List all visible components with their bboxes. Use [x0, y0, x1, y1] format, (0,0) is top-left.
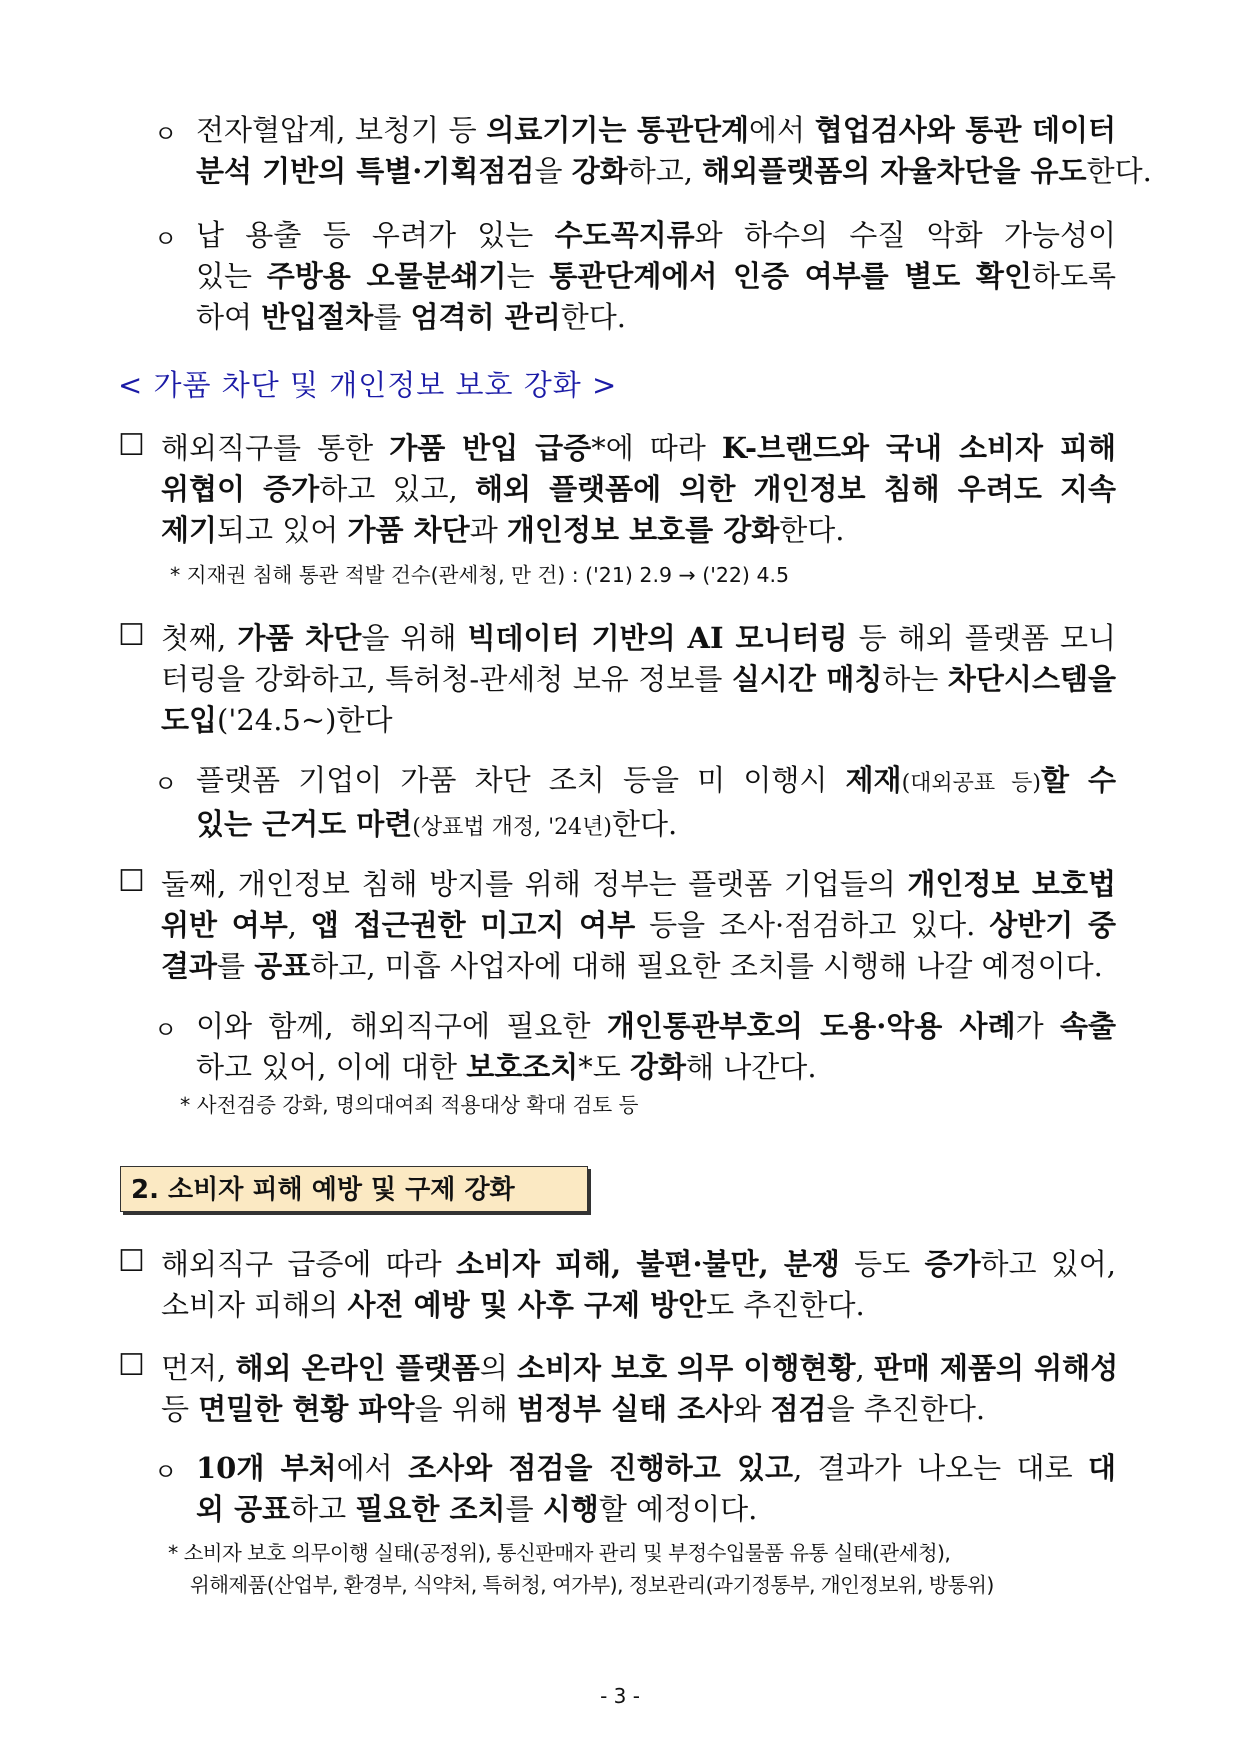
paragraph-faucets: 납 용출 등 우려가 있는 수도꼭지류와 하수의 수질 악화 가능성이 있는 주방용 오물분쇄기는 통관단계에서 인증 여부를 별도 확인하도록 하여 반입절차를 엄격히 관리한다.	[196, 218, 1117, 334]
square-bullet: ☐	[118, 1244, 145, 1279]
paragraph-sanctions: 플랫폼 기업이 가품 차단 조치 등을 미 이행시 제재(대외공표 등)할 수 있는 근거도 마련(상표법 개정, '24년)한다.	[196, 763, 1117, 841]
paragraph-counterfeit-intro: 해외직구를 통한 가품 반입 급증*에 따라 K-브랜드와 국내 소비자 피해 위협이 증가하고 있고, 해외 플랫폼에 의한 개인정보 침해 우려도 지속 제기되고 있어 가품 차단과 개인정보 보호를 강화한다.	[161, 431, 1116, 547]
circle-bullet: ㅇ	[154, 120, 178, 148]
subsection-heading: < 가품 차단 및 개인정보 보호 강화 >	[118, 368, 618, 402]
footnote-survey-list-1: * 소비자 보호 의무이행 실태(공정위), 통신판매자 관리 및 부정수입물품 유통 실태(관세청),	[168, 1541, 951, 1565]
footnote-protection: * 사전검증 강화, 명의대여죄 적용대상 확대 검토 등	[180, 1093, 639, 1117]
square-bullet: ☐	[118, 428, 145, 463]
circle-bullet: ㅇ	[154, 225, 178, 253]
paragraph-ministries: 10개 부처에서 조사와 점검을 진행하고 있고, 결과가 나오는 대로 대 외 공표하고 필요한 조치를 시행할 예정이다.	[196, 1451, 1116, 1526]
paragraph-medical-devices: 전자혈압계, 보청기 등 의료기기는 통관단계에서 협업검사와 통관 데이터 분석 기반의 특별·기획점검을 강화하고, 해외플랫폼의 자율차단을 유도한다.	[196, 113, 1152, 188]
paragraph-customs-code: 이와 함께, 해외직구에 필요한 개인통관부호의 도용·악용 사례가 속출 하고 있어, 이에 대한 보호조치*도 강화해 나간다.	[196, 1009, 1116, 1084]
square-bullet: ☐	[118, 618, 145, 653]
circle-bullet: ㅇ	[154, 770, 178, 798]
paragraph-government-survey: 먼저, 해외 온라인 플랫폼의 소비자 보호 의무 이행현황, 판매 제품의 위해성 등 면밀한 현황 파악을 위해 범정부 실태 조사와 점검을 추진한다.	[161, 1351, 1119, 1426]
circle-bullet: ㅇ	[154, 1016, 178, 1044]
paragraph-first-measure: 첫째, 가품 차단을 위해 빅데이터 기반의 AI 모니터링 등 해외 플랫폼 모니 터링을 강화하고, 특허청-관세청 보유 정보를 실시간 매칭하는 차단시스템을 도입('24.5~)한다	[161, 621, 1117, 737]
circle-bullet: ㅇ	[154, 1458, 178, 1486]
page-number: - 3 -	[600, 1684, 640, 1708]
section-title-box: 2. 소비자 피해 예방 및 구제 강화	[120, 1166, 588, 1212]
footnote-survey-list-2: 위해제품(산업부, 환경부, 식약처, 특허청, 여가부), 정보관리(과기정통부, 개인정보위, 방통위)	[190, 1573, 994, 1597]
square-bullet: ☐	[118, 1348, 145, 1383]
paragraph-second-measure: 둘째, 개인정보 침해 방지를 위해 정부는 플랫폼 기업들의 개인정보 보호법 위반 여부, 앱 접근권한 미고지 여부 등을 조사·점검하고 있다. 상반기 중 결과를 공표하고, 미흡 사업자에 대해 필요한 조치를 시행해 나갈 예정이다.	[161, 867, 1117, 983]
footnote-ip-seizures: * 지재권 침해 통관 적발 건수(관세청, 만 건) : ('21) 2.9 → ('22) 4.5	[170, 563, 790, 587]
paragraph-consumer-intro: 해외직구 급증에 따라 소비자 피해, 불편·불만, 분쟁 등도 증가하고 있어, 소비자 피해의 사전 예방 및 사후 구제 방안도 추진한다.	[161, 1247, 1117, 1322]
square-bullet: ☐	[118, 864, 145, 899]
